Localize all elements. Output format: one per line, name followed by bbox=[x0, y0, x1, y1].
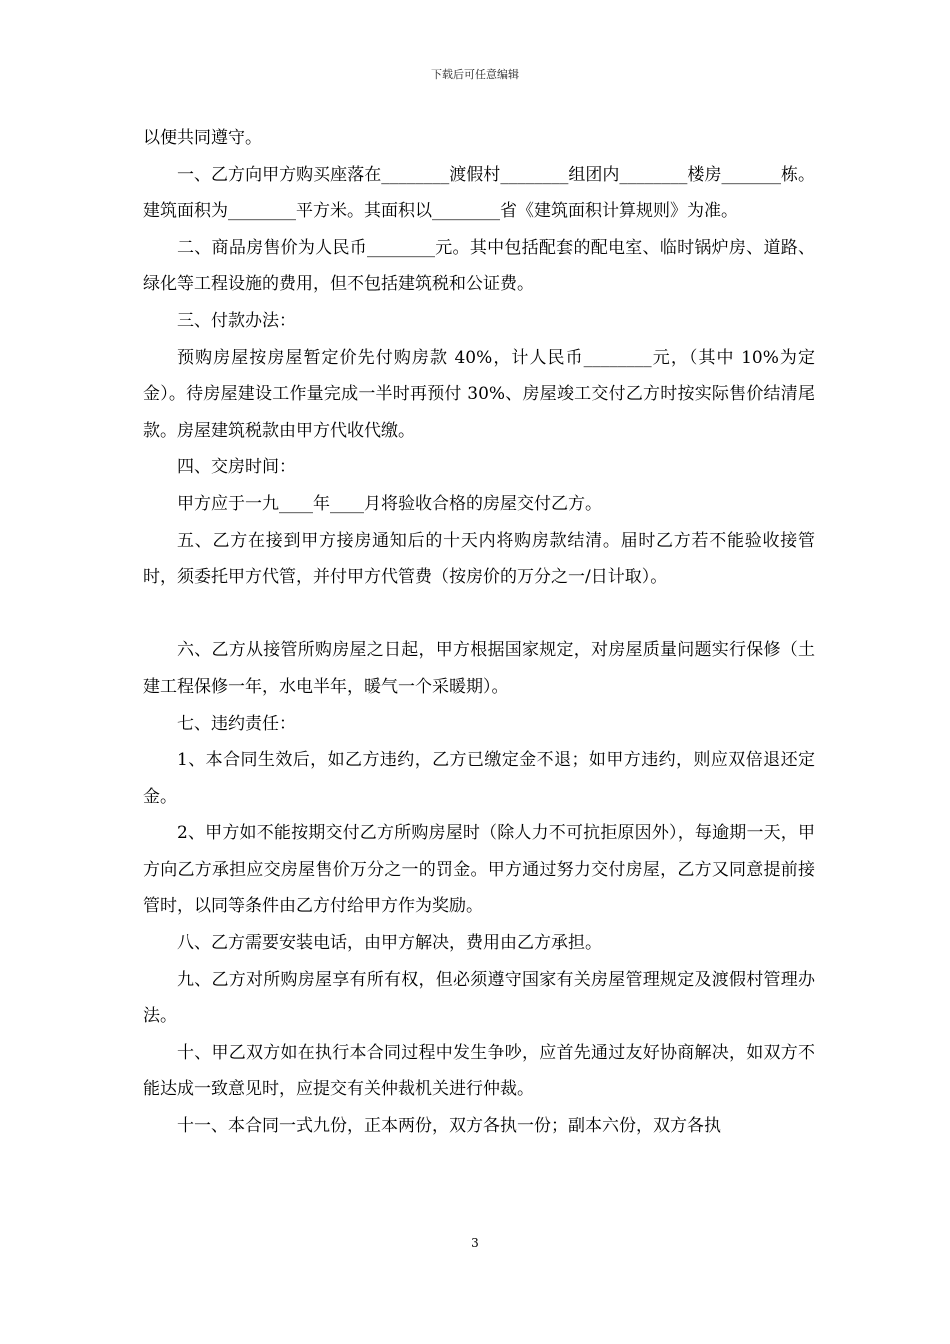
page-number: 3 bbox=[471, 1236, 479, 1250]
paragraph-clause-3-body: 预购房屋按房屋暂定价先付购房款 40%，计人民币________元，（其中 10%为定金）。待房屋建设工作量完成一半时再预付 30%、房屋竣工交付乙方时按实际售价结清尾款。房屋建筑税款由甲方代收代缴。 bbox=[143, 347, 815, 441]
paragraph-clause-10: 十、甲乙双方如在执行本合同过程中发生争吵，应首先通过友好协商解决，如双方不能达成一致意见时，应提交有关仲裁机关进行仲裁。 bbox=[143, 1042, 815, 1100]
paragraph-clause-5: 五、乙方在接到甲方接房通知后的十天内将购房款结清。届时乙方若不能验收接管时，须委托甲方代管，并付甲方代管费（按房价的万分之一/日计取）。 bbox=[143, 530, 815, 588]
document-body bbox=[143, 120, 815, 1145]
paragraph-clause-7-item-1: 1、本合同生效后，如乙方违约，乙方已缴定金不退；如甲方违约，则应双倍退还定金。 bbox=[143, 750, 815, 807]
paragraph-clause-7-item-2: 2、甲方如不能按期交付乙方所购房屋时（除人力不可抗拒原因外），每逾期一天，甲方向乙方承担应交房屋售价万分之一的罚金。甲方通过努力交付房屋，乙方又同意提前接管时，以同等条件由乙方付给甲方作为奖励。 bbox=[143, 823, 815, 917]
paragraph-clause-4-heading: 四、交房时间： bbox=[177, 457, 296, 478]
paragraph-clause-11: 十一、本合同一式九份，正本两份，双方各执一份；副本六份，双方各执 bbox=[177, 1116, 721, 1137]
page-header-note: 下载后可任意编辑 bbox=[431, 68, 519, 81]
paragraph-gap bbox=[143, 596, 815, 633]
paragraph-clause-9: 九、乙方对所购房屋享有所有权，但必须遵守国家有关房屋管理规定及渡假村管理办法。 bbox=[143, 969, 815, 1027]
paragraph-clause-6: 六、乙方从接管所购房屋之日起，甲方根据国家规定，对房屋质量问题实行保修（土建工程保修一年，水电半年，暖气一个采暖期）。 bbox=[143, 640, 815, 697]
paragraph-clause-7-heading: 七、违约责任： bbox=[177, 713, 296, 734]
paragraph-intro: 以便共同遵守。 bbox=[143, 128, 262, 148]
paragraph-clause-4-body: 甲方应于一九____年____月将验收合格的房屋交付乙方。 bbox=[177, 493, 602, 514]
paragraph-clause-3-heading: 三、付款办法： bbox=[177, 310, 296, 331]
paragraph-clause-2: 二、商品房售价为人民币________元。其中包括配套的配电室、临时锅炉房、道路、绿化等工程设施的费用，但不包括建筑税和公证费。 bbox=[143, 237, 815, 295]
paragraph-clause-8: 八、乙方需要安装电话，由甲方解决，费用由乙方承担。 bbox=[177, 933, 602, 954]
paragraph-clause-1: 一、乙方向甲方购买座落在________渡假村________组团内________楼房_______栋。建筑面积为________平方米。其面积以________省《建筑面积计算规则》为准。 bbox=[143, 164, 815, 222]
